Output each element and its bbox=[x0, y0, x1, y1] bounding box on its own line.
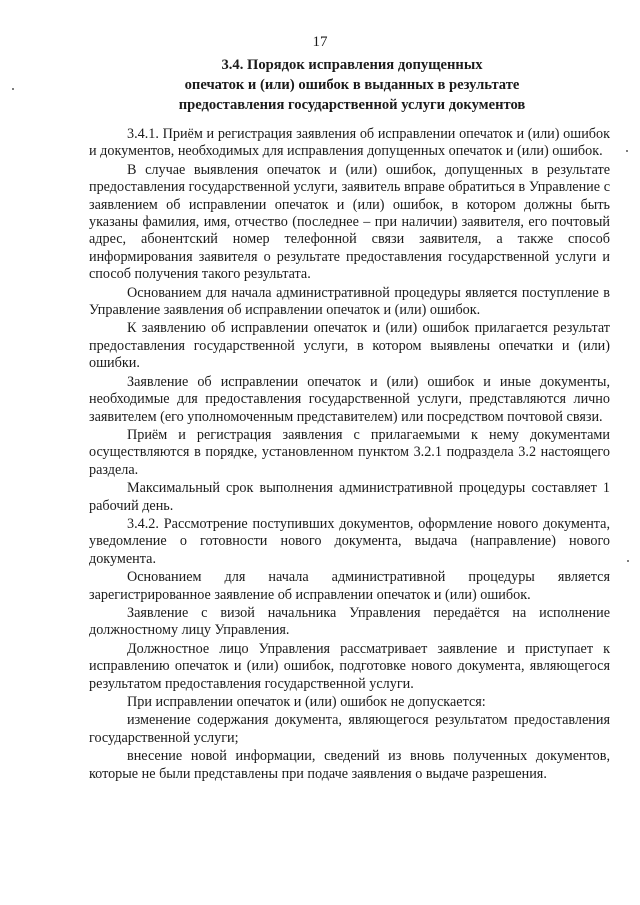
paragraph-submission: Заявление об исправлении опечаток и (или) ошибок и иные документы, необходимые для предоставления государственной услуги, представляются лично заявителем (его уполномоченным представителем) или посредством почтовой связи. bbox=[89, 373, 610, 425]
paragraph-official: Должностное лицо Управления рассматривает заявление и приступает к исправлению опечаток и (или) ошибок, подготовке нового документа, являющегося результатом предоставления государственной услуги. bbox=[89, 640, 610, 692]
scan-speck bbox=[627, 560, 629, 562]
section-heading bbox=[120, 55, 584, 115]
heading-line-1: 3.4. Порядок исправления допущенных bbox=[221, 57, 483, 73]
scan-speck bbox=[626, 150, 628, 152]
list-item-new-info: внесение новой информации, сведений из вновь полученных документов, которые не были представлены при подаче заявления о выдаче разрешения. bbox=[89, 748, 610, 782]
paragraph-error-case: В случае выявления опечаток и (или) ошибок, допущенных в результате предоставления государственной услуги, заявитель вправе обратиться в Управление с заявлением об исправлении опечаток и (или) ошибок, в котором должны быть указаны фамилия, имя, отчество (последнее – при наличии) заявителя, его почтовый адрес, абонентский номер телефонной связи заявителя, а также способ информирования заявителя о результате предоставления государственной услуги и способ получения такого результата. bbox=[89, 161, 610, 283]
heading-line-2: опечаток и (или) ошибок в выданных в результате bbox=[184, 77, 520, 93]
section-body bbox=[89, 126, 610, 783]
scan-speck bbox=[12, 88, 14, 90]
paragraph-3-4-2: 3.4.2. Рассмотрение поступивших документов, оформление нового документа, уведомление о готовности нового документа, выдача (направление) нового документа. bbox=[89, 515, 610, 567]
paragraph-attachment: К заявлению об исправлении опечаток и (или) ошибок прилагается результат предоставления государственной услуги, в котором выявлены опечатки и (или) ошибки. bbox=[89, 320, 610, 372]
paragraph-basis-1: Основанием для начала административной процедуры является поступление в Управление заявления об исправлении опечаток и (или) ошибок. bbox=[89, 284, 610, 319]
heading-line-3: предоставления государственной услуги документов bbox=[178, 97, 526, 113]
list-item-content-change: изменение содержания документа, являющегося результатом предоставления государственной услуги; bbox=[89, 712, 610, 746]
paragraph-visa: Заявление с визой начальника Управления передаётся на исполнение должностному лицу Управления. bbox=[89, 604, 610, 639]
paragraph-basis-2: Основанием для начала административной процедуры является зарегистрированное заявление об исправлении опечаток и (или) ошибок. bbox=[89, 569, 610, 603]
paragraph-not-allowed: При исправлении опечаток и (или) ошибок не допускается: bbox=[127, 694, 486, 710]
page-number: 17 bbox=[312, 34, 328, 50]
paragraph-3-4-1: 3.4.1. Приём и регистрация заявления об исправлении опечаток и (или) ошибок и документов, необходимых для исправления допущенных опечаток и (или) ошибок. bbox=[89, 126, 610, 160]
paragraph-registration: Приём и регистрация заявления с прилагаемыми к нему документами осуществляются в порядке, установленном пунктом 3.2.1 подраздела 3.2 настоящего раздела. bbox=[89, 426, 610, 478]
paragraph-max-term: Максимальный срок выполнения административной процедуры составляет 1 рабочий день. bbox=[89, 480, 610, 514]
